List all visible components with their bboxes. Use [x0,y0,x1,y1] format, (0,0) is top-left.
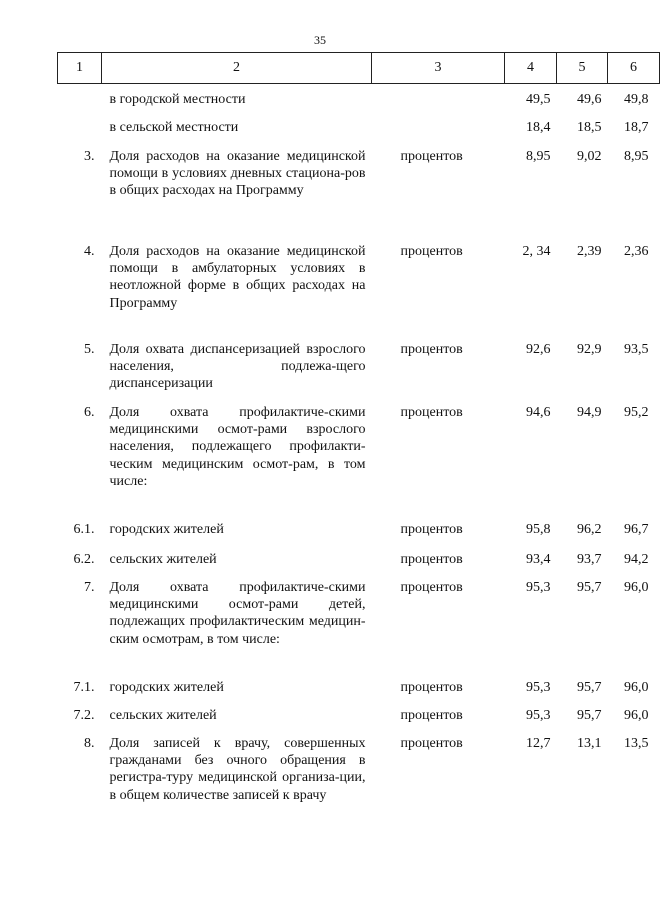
value-col4: 18,4 [526,119,551,135]
value-col5: 13,1 [577,735,602,751]
indicator-description: Доля охвата профилактиче-скими медицинскими осмот-рами взрослого населения, подлежащего профилакти-ческим медицинским осмот-рам, в том числе: [109,404,366,490]
row-number: 3. [84,148,95,164]
indicator-description: Доля расходов на оказание медицинской помощи в условиях дневных стациона-ров в общих расходах на Программу [109,148,366,199]
value-col4: 12,7 [526,735,551,751]
value-col6: 13,5 [624,735,649,751]
unit-cell: процентов [400,735,463,751]
value-col4: 94,6 [526,404,551,420]
table-row [58,673,660,701]
value-col4: 92,6 [526,341,551,357]
unit-cell: процентов [400,243,463,259]
value-col4: 49,5 [526,92,551,107]
indicator-description: Доля расходов на оказание медицинской помощи в амбулаторных условиях в неотложной форме в общих расходах на Программу [109,243,366,311]
indicator-description: в городской местности [109,92,246,107]
column-header-2: 2 [102,53,372,84]
unit-cell: процентов [400,148,463,164]
table-row [58,729,660,805]
value-col6: 95,2 [624,404,649,420]
value-col6: 96,0 [624,679,649,695]
value-col4: 8,95 [526,148,551,164]
value-col5: 49,6 [577,92,602,107]
table-header-row [58,53,660,84]
row-number: 7. [84,579,95,595]
row-number: 6.1. [73,521,95,537]
value-col4: 2, 34 [522,243,551,259]
value-col4: 95,8 [526,521,551,537]
unit-cell: процентов [400,579,463,595]
indicator-description: сельских жителей [109,551,217,567]
row-number [58,112,102,140]
value-col5: 18,5 [577,119,602,135]
value-col5: 93,7 [577,551,602,567]
unit-cell: процентов [400,707,463,723]
table-row [58,545,660,573]
value-col5: 95,7 [577,579,602,595]
indicator-description: городских жителей [109,679,224,695]
value-col6: 94,2 [624,551,649,567]
indicator-description: сельских жителей [109,707,217,723]
unit-cell [372,112,505,140]
value-col5: 96,2 [577,521,602,537]
indicator-description: Доля охвата диспансеризацией взрослого населения, подлежа-щего диспансеризации [109,341,366,392]
column-header-3: 3 [372,53,505,84]
indicator-description: Доля записей к врачу, совершенных гражданами без очного обращения в регистра-туру медицинской организа-ции, в общем количестве записей к врачу [109,735,366,803]
value-col6: 18,7 [624,119,649,135]
value-col5: 9,02 [577,148,602,164]
page-number: 35 [314,33,326,47]
value-col5: 95,7 [577,707,602,723]
value-col5: 94,9 [577,404,602,420]
unit-cell: процентов [400,551,463,567]
table-row [58,573,660,673]
table-row [58,701,660,729]
value-col6: 2,36 [624,243,649,259]
unit-cell: процентов [400,341,463,357]
unit-cell: процентов [400,679,463,695]
table-row [58,140,660,237]
column-header-5: 5 [557,53,608,84]
value-col5: 95,7 [577,679,602,695]
value-col6: 49,8 [624,92,649,107]
value-col5: 92,9 [577,341,602,357]
value-col5: 2,39 [577,243,602,259]
row-number: 6.2. [73,551,95,567]
row-number: 4. [84,243,95,259]
row-number: 8. [84,735,95,751]
value-col6: 8,95 [624,148,649,164]
table-row [58,335,660,397]
column-header-4: 4 [505,53,557,84]
column-header-1: 1 [58,53,102,84]
value-col6: 93,5 [624,341,649,357]
value-col4: 95,3 [526,707,551,723]
table-row [58,112,660,140]
table-row [58,515,660,545]
unit-cell: процентов [400,521,463,537]
table-row [58,84,660,112]
row-number: 7.2. [73,707,95,723]
unit-cell [372,84,505,112]
value-col4: 95,3 [526,679,551,695]
indicators-table [57,52,660,804]
value-col4: 95,3 [526,579,551,595]
column-header-6: 6 [608,53,660,84]
row-number: 6. [84,404,95,420]
value-col6: 96,7 [624,521,649,537]
indicator-description: в сельской местности [109,119,239,135]
row-number [58,84,102,112]
row-number: 5. [84,341,95,357]
value-col6: 96,0 [624,707,649,723]
row-number: 7.1. [73,679,95,695]
value-col4: 93,4 [526,551,551,567]
table-row [58,237,660,335]
table-row [58,397,660,515]
unit-cell: процентов [400,404,463,420]
indicator-description: городских жителей [109,521,224,537]
indicator-description: Доля охвата профилактиче-скими медицинскими осмот-рами детей, подлежащих профилактическим медицин-ским осмотрам, в том числе: [109,579,366,647]
value-col6: 96,0 [624,579,649,595]
